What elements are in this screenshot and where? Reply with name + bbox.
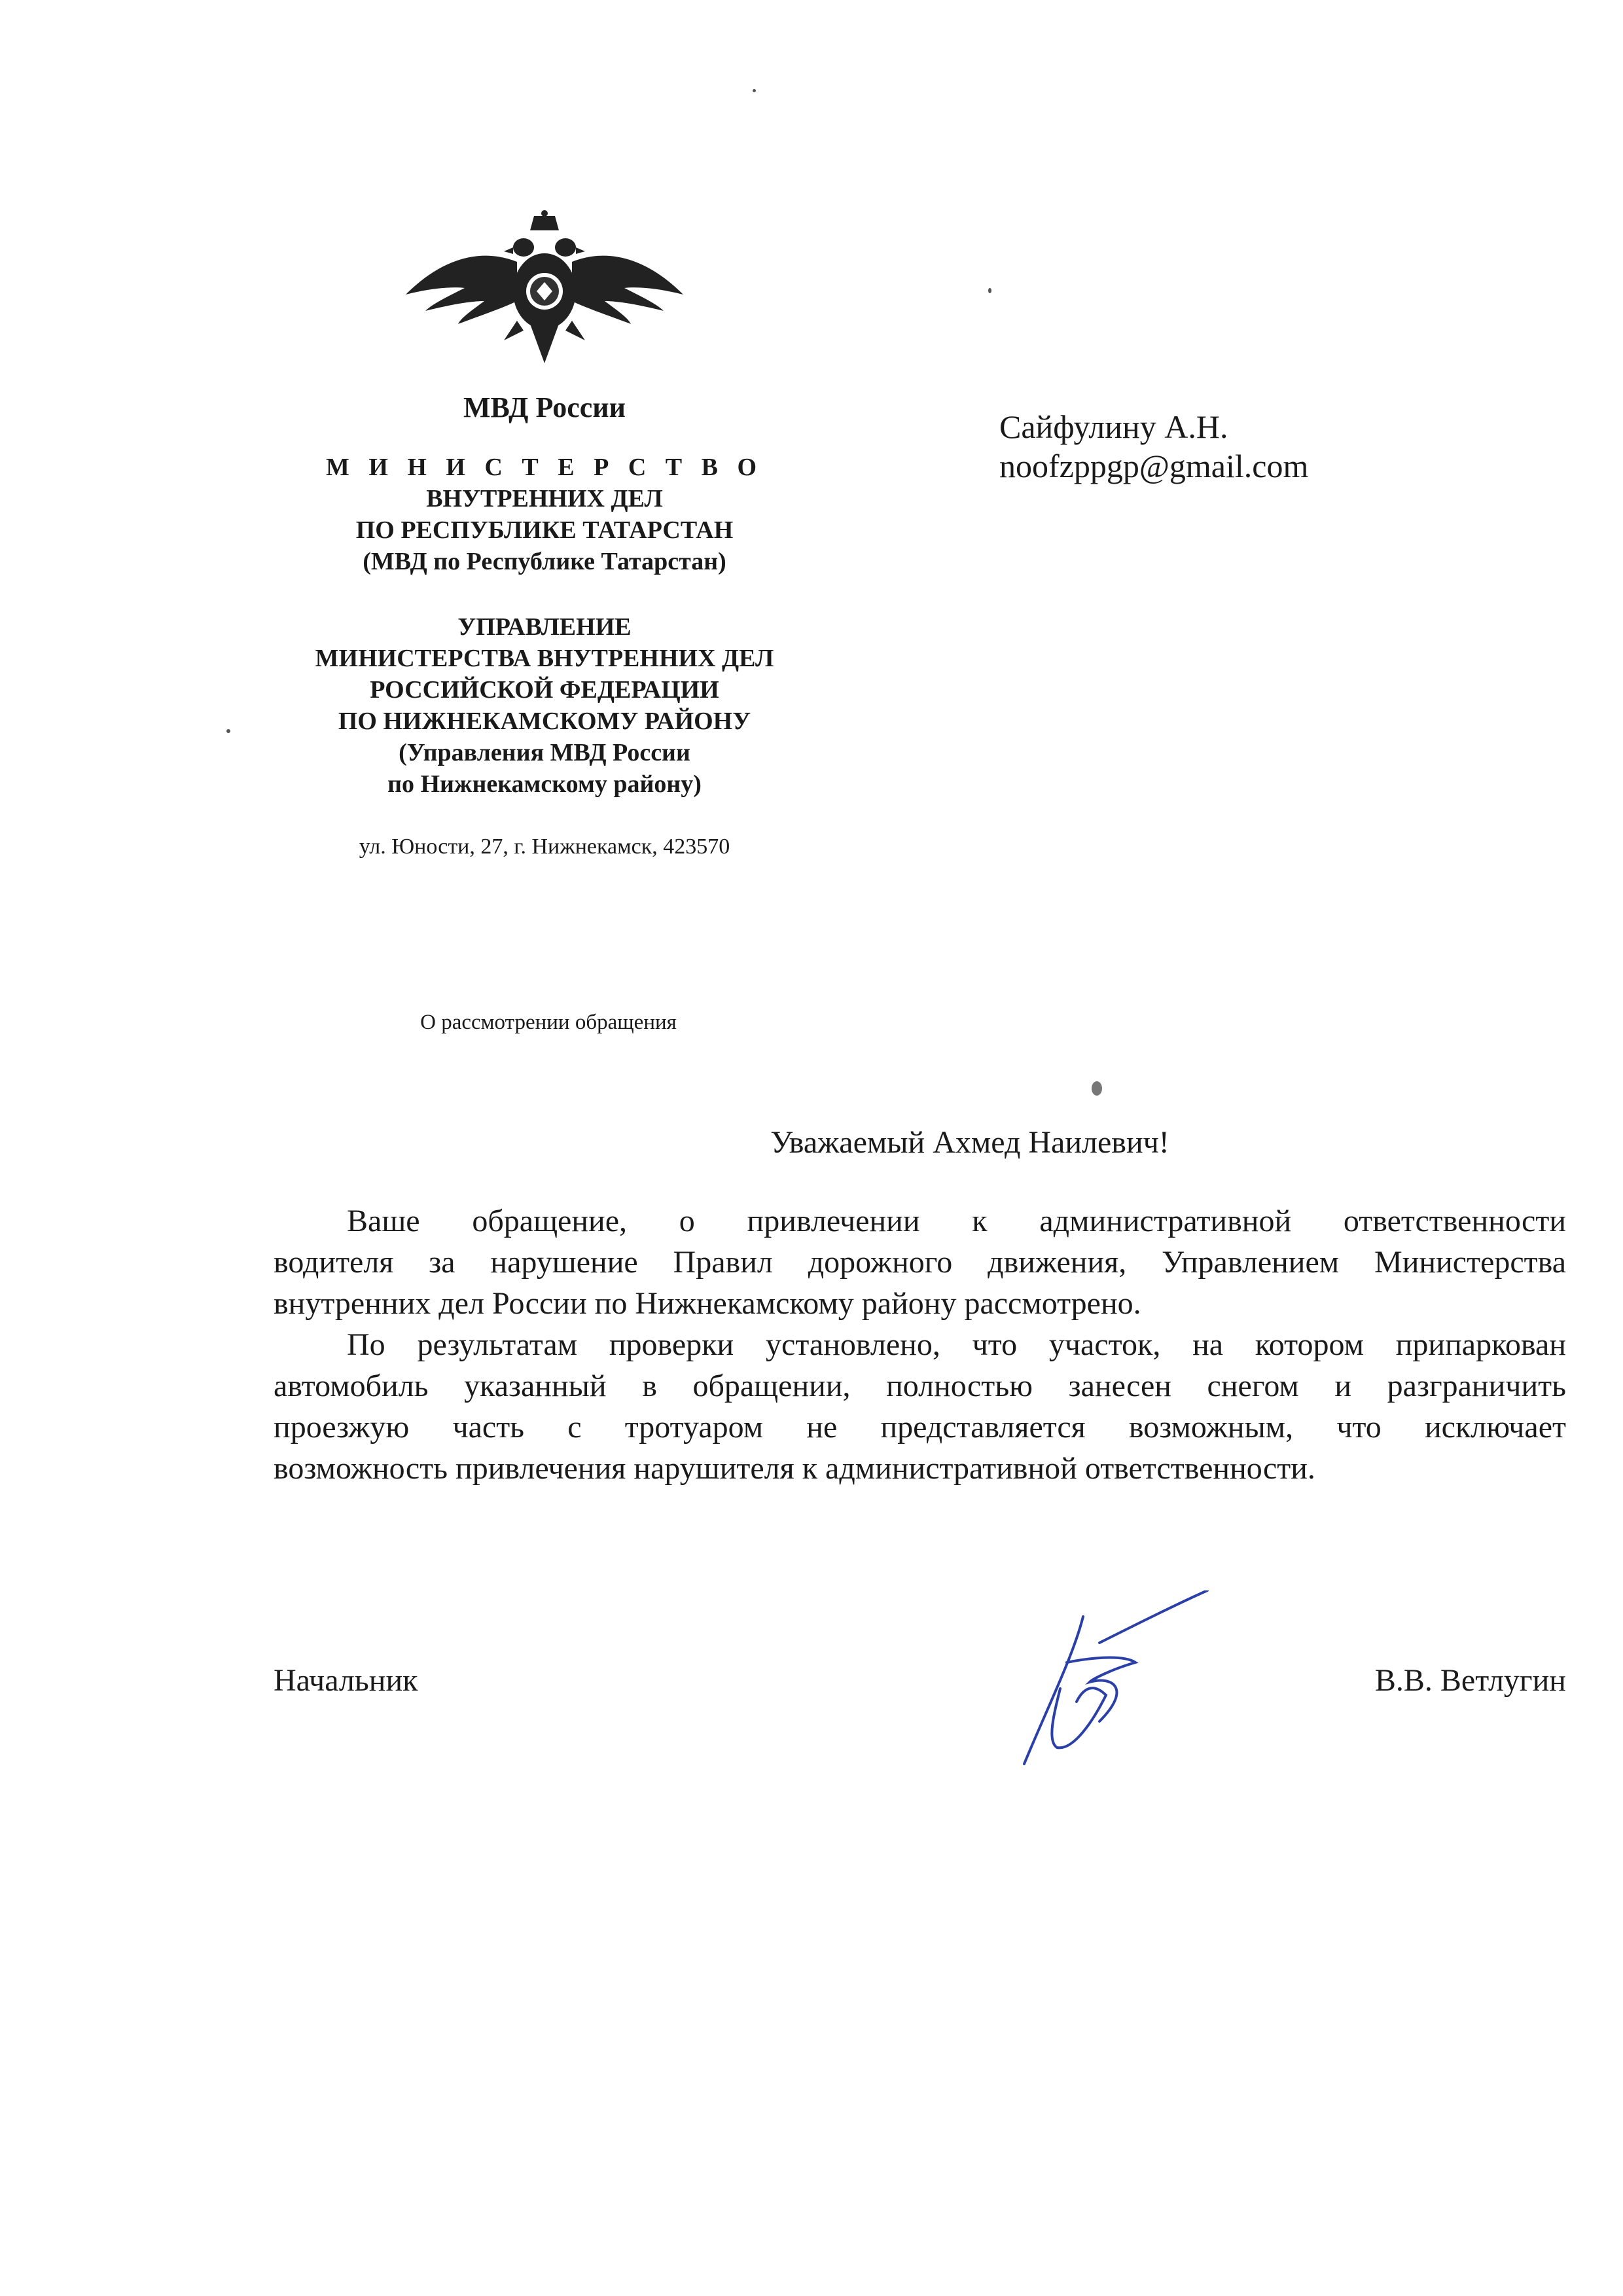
body-line: проезжую часть с тротуаром не представляется возможным, что исключает [274,1410,1566,1444]
ministry-line: ВНУТРЕННИХ ДЕЛ [426,485,663,512]
body-line: водителя за нарушение Правил дорожного движения, Управлением Министерства [274,1245,1566,1280]
scan-speck [753,89,756,92]
scan-speck [1092,1081,1102,1096]
department-line: по Нижнекамскому району) [387,770,702,798]
address: ул. Юности, 27, г. Нижнекамск, 423570 [359,834,730,859]
department-line: УПРАВЛЕНИЕ [457,613,632,641]
department-line: ПО НИЖНЕКАМСКОМУ РАЙОНУ [338,708,751,735]
mvd-emblem-logo [406,209,683,373]
scan-speck [988,288,991,293]
department-line: МИНИСТЕРСТВА ВНУТРЕННИХ ДЕЛ [315,645,774,672]
body-line: По результатам проверки установлено, что участок, на котором припаркован [347,1327,1566,1362]
ministry-line: М И Н И С Т Е Р С Т В О [325,454,764,481]
handwritten-signature [1021,1590,1211,1767]
body-line: возможность привлечения нарушителя к административной ответственности. [274,1451,1315,1486]
body-line: Ваше обращение, о привлечении к административной ответственности [347,1204,1566,1238]
letter-body [274,1200,1566,1489]
scan-speck [226,729,230,733]
department-line: (Управления МВД России [399,739,690,766]
ministry-block [250,452,839,577]
org-short-name: МВД России [463,391,626,423]
body-line: автомобиль указанный в обращении, полностью занесен снегом и разграничить [274,1369,1566,1403]
greeting: Уважаемый Ахмед Наилевич! [770,1125,1169,1160]
signer-name: В.В. Ветлугин [1374,1663,1566,1698]
ministry-line: (МВД по Республике Татарстан) [363,548,726,575]
recipient-name: Сайфулину А.Н. [999,408,1228,445]
recipient-email: noofzppgp@gmail.com [999,448,1309,484]
signature-scribble-icon [1021,1590,1211,1767]
body-line: внутренних дел России по Нижнекамскому району рассмотрено. [274,1286,1141,1321]
department-block [250,611,839,800]
recipient-block [999,407,1308,486]
double-headed-eagle-icon [406,209,683,373]
signer-position: Начальник [274,1663,418,1698]
department-line: РОССИЙСКОЙ ФЕДЕРАЦИИ [370,676,719,704]
ministry-line: ПО РЕСПУБЛИКЕ ТАТАРСТАН [355,516,734,544]
subject-line: О рассмотрении обращения [420,1011,677,1034]
